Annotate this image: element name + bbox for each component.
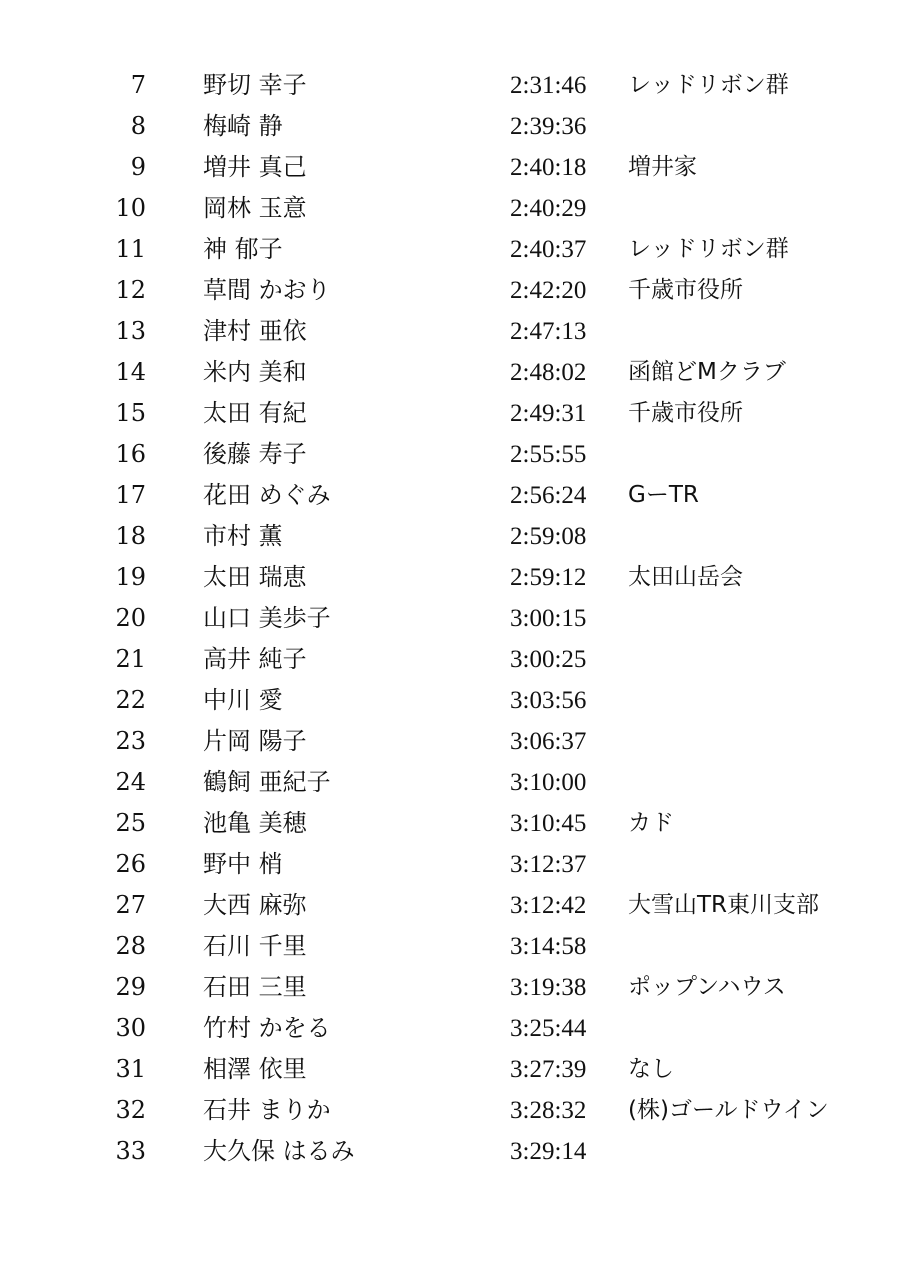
- finish-time: 3:06:37: [510, 728, 587, 755]
- finish-time: 3:14:58: [510, 933, 587, 960]
- rank-cell: 13: [115, 317, 146, 345]
- runner-name: 太田 有紀: [203, 399, 307, 427]
- finish-time: 3:29:14: [510, 1138, 587, 1165]
- runner-name: 石田 三里: [203, 973, 307, 1001]
- rank-cell: 15: [115, 399, 146, 427]
- runner-name: 花田 めぐみ: [203, 481, 331, 509]
- rank-cell: 30: [115, 1014, 146, 1042]
- rank-cell: 11: [115, 235, 146, 263]
- team-name: 千歳市役所: [628, 277, 743, 303]
- runner-name: 大久保 はるみ: [203, 1137, 355, 1165]
- rank-cell: 21: [115, 645, 146, 673]
- runner-name: 高井 純子: [203, 645, 307, 673]
- rank-cell: 28: [115, 932, 146, 960]
- finish-time: 2:48:02: [510, 359, 587, 386]
- rank-cell: 27: [115, 891, 146, 919]
- finish-time: 2:31:46: [510, 72, 587, 99]
- result-row: [0, 147, 900, 188]
- rank-cell: 7: [130, 71, 146, 99]
- rank-cell: 10: [115, 194, 146, 222]
- result-row: [0, 393, 900, 434]
- rank-cell: 22: [115, 686, 146, 714]
- runner-name: 中川 愛: [203, 686, 283, 714]
- team-name: レッドリボン群: [628, 72, 789, 98]
- result-row: [0, 434, 900, 475]
- runner-name: 池亀 美穂: [203, 809, 307, 837]
- result-row: [0, 762, 900, 803]
- finish-time: 2:42:20: [510, 277, 587, 304]
- team-name: GーTR: [628, 482, 699, 508]
- finish-time: 3:25:44: [510, 1015, 587, 1042]
- finish-time: 3:00:25: [510, 646, 587, 673]
- result-row: [0, 967, 900, 1008]
- result-row: [0, 229, 900, 270]
- rank-cell: 9: [130, 153, 146, 181]
- rank-cell: 23: [115, 727, 146, 755]
- runner-name: 梅崎 静: [203, 112, 283, 140]
- result-row: [0, 680, 900, 721]
- team-name: 太田山岳会: [628, 564, 743, 590]
- result-row: [0, 1049, 900, 1090]
- result-row: [0, 885, 900, 926]
- runner-name: 津村 亜依: [203, 317, 307, 345]
- team-name: 千歳市役所: [628, 400, 743, 426]
- rank-cell: 25: [115, 809, 146, 837]
- result-row: [0, 188, 900, 229]
- finish-time: 3:10:45: [510, 810, 587, 837]
- runner-name: 増井 真己: [203, 153, 307, 181]
- team-name: カド: [628, 810, 674, 836]
- result-row: [0, 926, 900, 967]
- rank-cell: 33: [115, 1137, 146, 1165]
- finish-time: 2:59:08: [510, 523, 587, 550]
- runner-name: 岡林 玉意: [203, 194, 307, 222]
- finish-time: 3:12:37: [510, 851, 587, 878]
- finish-time: 2:40:29: [510, 195, 587, 222]
- finish-time: 2:40:18: [510, 154, 587, 181]
- team-name: 函館どMクラブ: [628, 359, 786, 385]
- results-list: [0, 65, 900, 1172]
- result-row: [0, 65, 900, 106]
- result-row: [0, 352, 900, 393]
- rank-cell: 26: [115, 850, 146, 878]
- result-row: [0, 516, 900, 557]
- rank-cell: 8: [130, 112, 146, 140]
- team-name: (株)ゴールドウイン: [628, 1097, 829, 1123]
- rank-cell: 19: [115, 563, 146, 591]
- result-row: [0, 475, 900, 516]
- rank-cell: 32: [115, 1096, 146, 1124]
- finish-time: 3:12:42: [510, 892, 587, 919]
- runner-name: 石川 千里: [203, 932, 307, 960]
- runner-name: 市村 薫: [203, 522, 283, 550]
- finish-time: 2:56:24: [510, 482, 587, 509]
- finish-time: 2:47:13: [510, 318, 587, 345]
- finish-time: 2:49:31: [510, 400, 587, 427]
- runner-name: 山口 美歩子: [203, 604, 331, 632]
- result-row: [0, 844, 900, 885]
- result-row: [0, 803, 900, 844]
- result-row: [0, 598, 900, 639]
- runner-name: 神 郁子: [203, 235, 283, 263]
- finish-time: 3:19:38: [510, 974, 587, 1001]
- finish-time: 3:28:32: [510, 1097, 587, 1124]
- rank-cell: 17: [115, 481, 146, 509]
- team-name: レッドリボン群: [628, 236, 789, 262]
- rank-cell: 14: [115, 358, 146, 386]
- result-row: [0, 1008, 900, 1049]
- finish-time: 3:03:56: [510, 687, 587, 714]
- rank-cell: 18: [115, 522, 146, 550]
- rank-cell: 31: [115, 1055, 146, 1083]
- finish-time: 3:10:00: [510, 769, 587, 796]
- finish-time: 2:40:37: [510, 236, 587, 263]
- result-row: [0, 1131, 900, 1172]
- finish-time: 2:59:12: [510, 564, 587, 591]
- result-row: [0, 270, 900, 311]
- runner-name: 米内 美和: [203, 358, 307, 386]
- runner-name: 片岡 陽子: [203, 727, 307, 755]
- finish-time: 2:39:36: [510, 113, 587, 140]
- team-name: ポップンハウス: [628, 974, 786, 1000]
- result-row: [0, 311, 900, 352]
- team-name: なし: [628, 1056, 674, 1082]
- result-row: [0, 721, 900, 762]
- result-row: [0, 106, 900, 147]
- runner-name: 相澤 依里: [203, 1055, 307, 1083]
- result-row: [0, 639, 900, 680]
- runner-name: 大西 麻弥: [203, 891, 307, 919]
- runner-name: 野切 幸子: [203, 71, 307, 99]
- runner-name: 草間 かおり: [203, 276, 331, 304]
- runner-name: 竹村 かをる: [203, 1014, 331, 1042]
- finish-time: 2:55:55: [510, 441, 587, 468]
- runner-name: 後藤 寿子: [203, 440, 307, 468]
- rank-cell: 12: [115, 276, 146, 304]
- team-name: 増井家: [628, 154, 697, 180]
- rank-cell: 29: [115, 973, 146, 1001]
- result-row: [0, 1090, 900, 1131]
- rank-cell: 24: [115, 768, 146, 796]
- rank-cell: 20: [115, 604, 146, 632]
- rank-cell: 16: [115, 440, 146, 468]
- runner-name: 野中 梢: [203, 850, 283, 878]
- runner-name: 鶴飼 亜紀子: [203, 768, 331, 796]
- runner-name: 石井 まりか: [203, 1096, 331, 1124]
- finish-time: 3:27:39: [510, 1056, 587, 1083]
- team-name: 大雪山TR東川支部: [628, 892, 820, 918]
- runner-name: 太田 瑞恵: [203, 563, 307, 591]
- finish-time: 3:00:15: [510, 605, 587, 632]
- result-row: [0, 557, 900, 598]
